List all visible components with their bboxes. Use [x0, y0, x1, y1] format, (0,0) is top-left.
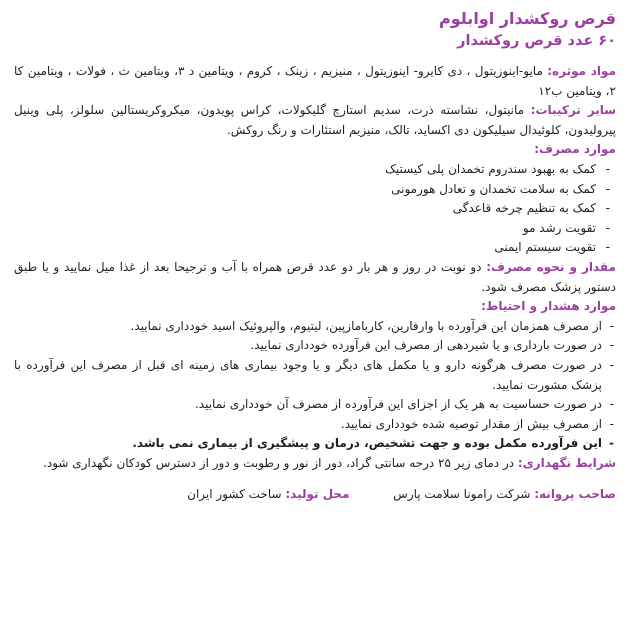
warnings-label: موارد هشدار و احتیاط: — [481, 299, 616, 314]
other-ingredients-label: سایر ترکیبات: — [530, 103, 617, 118]
usage-item: - کمک به سلامت تخمدان و تعادل هورمونی — [14, 180, 616, 200]
warning-item: - از مصرف بیش از مقدار توصیه شده خودداری نمایید. — [14, 415, 616, 435]
origin-label: محل تولید: — [285, 487, 350, 502]
usage-item: - کمک به تنظیم چرخه قاعدگی — [14, 199, 616, 219]
warning-item: - در صورت حساسیت به هر یک از اجزای این فرآورده از مصرف آن خودداری نمایید. — [14, 395, 616, 415]
storage-label: شرایط نگهداری: — [517, 455, 616, 470]
dosage-label: مقدار و نحوه مصرف: — [486, 259, 616, 274]
dosage-section — [14, 258, 616, 297]
dosage-text: دو نوبت در روز و هر بار دو عدد قرص همراه با آب و ترجیحا بعد از غذا میل نمایید و یا طبق دستور پزشک مصرف شود. — [14, 259, 616, 294]
origin-value: ساخت کشور ایران — [187, 487, 282, 502]
usage-item: - تقویت سیستم ایمنی — [14, 238, 616, 258]
ingredients-section — [14, 62, 616, 101]
license-holder-label: صاحب پروانه: — [534, 487, 616, 502]
warning-item: - در صورت مصرف هرگونه دارو و یا مکمل های دیگر و یا وجود بیماری های زمینه ای قبل از مصرف این فرآورده با پزشک مشورت نمایید. — [14, 356, 616, 395]
other-ingredients-text: مانیتول، نشاسته ذرت، سدیم استارچ گلیکولات، کراس پویدون، میکروکریستالین سلولز، پلی وینیل پیرولیدون، کلوئیدال سیلیکون دی اکساید، تالک، منیزیم استئارات و رنگ روکش. — [14, 103, 616, 137]
usage-item: - تقویت رشد مو — [14, 219, 616, 239]
storage-section — [14, 454, 616, 474]
license-holder-value: شرکت رامونا سلامت پارس — [393, 487, 531, 502]
product-subtitle: ۶۰ عدد قرص روکشدار — [457, 33, 616, 49]
warning-item: - در صورت بارداری و یا شیردهی از مصرف این فرآورده خودداری نمایید. — [14, 336, 616, 356]
warnings-list — [14, 317, 616, 454]
warning-item-bold: - این فرآورده مکمل بوده و جهت تشخیص، درمان و پیشگیری از بیماری نمی باشد. — [14, 434, 616, 454]
footer — [14, 485, 616, 505]
product-title: قرص روکشدار اوابلوم — [439, 9, 616, 28]
other-ingredients-section — [14, 101, 616, 140]
usage-list — [14, 160, 616, 258]
ingredients-text: مایو-اینوزیتول ، دی کایرو- اینوزیتول ، منیزیم ، زینک ، کروم ، ویتامین د ۳، ویتامین ث ، فولات ، ویتامین کا ۲، ویتامین ب۱۲ — [14, 64, 616, 98]
usage-label: موارد مصرف: — [534, 142, 616, 157]
product-leaflet — [14, 8, 616, 505]
ingredients-label: مواد موثره: — [547, 64, 616, 78]
storage-text: در دمای زیر ۲۵ درجه سانتی گراد، دور از نور و رطوبت و دور از دسترس کودکان نگهداری شود. — [43, 455, 515, 470]
usage-item: - کمک به بهبود سندروم تخمدان پلی کیستیک — [14, 160, 616, 180]
warning-item: - از مصرف همزمان این فرآورده با وارفارین، کاربامازپین، لیتیوم، والپروئیک اسید خودداری نمایید. — [14, 317, 616, 337]
